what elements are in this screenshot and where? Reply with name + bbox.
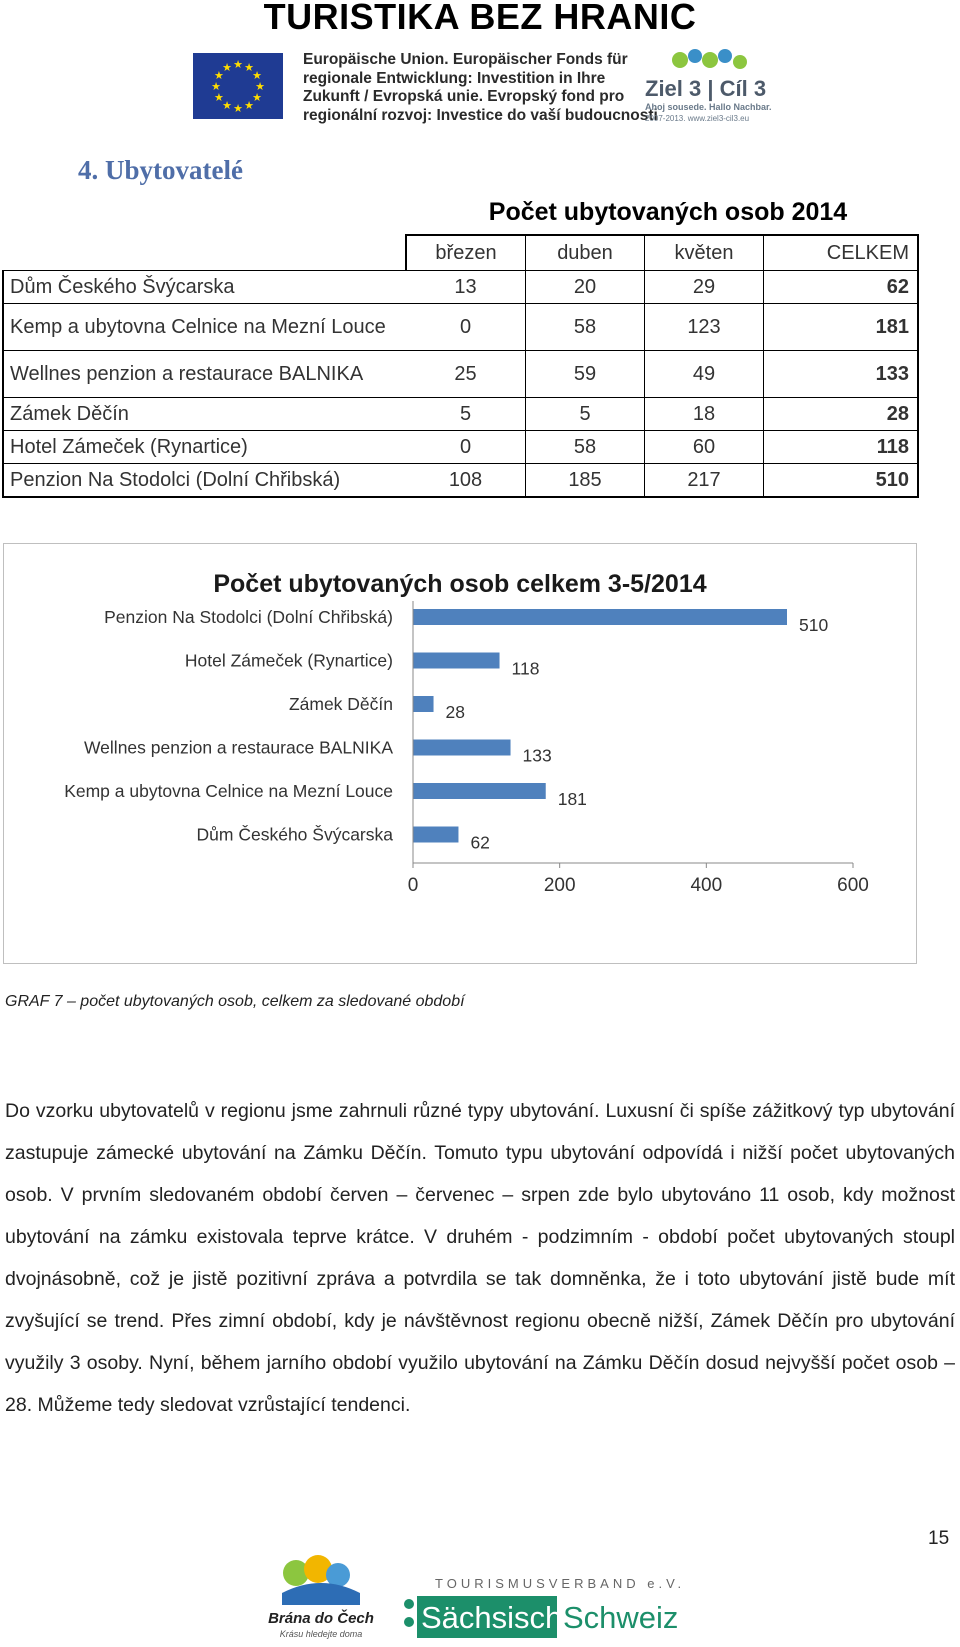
brana-do-cech-logo <box>266 1553 376 1642</box>
row-name: Wellnes penzion a restaurace BALNIKA <box>3 351 406 398</box>
row-total: 510 <box>764 464 919 498</box>
row-value: 29 <box>645 271 764 304</box>
row-total: 62 <box>764 271 919 304</box>
data-label: 133 <box>522 745 552 766</box>
tv-top-text: TOURISMUSVERBAND e.V. <box>435 1576 686 1591</box>
eu-star: ★ <box>222 100 232 113</box>
column-header: květen <box>645 235 764 271</box>
x-tick-label: 200 <box>543 875 576 896</box>
page-number: 15 <box>928 1528 950 1549</box>
bar <box>413 740 511 756</box>
row-value: 5 <box>406 398 526 431</box>
document-title: TURISTIKA BEZ HRANIC <box>263 0 697 37</box>
table-row <box>3 464 918 498</box>
row-value: 20 <box>526 271 645 304</box>
brana-slogan: Krásu hledejte doma <box>279 1629 363 1639</box>
row-value: 58 <box>526 304 645 351</box>
row-name: Penzion Na Stodolci (Dolní Chřibská) <box>3 464 406 498</box>
bar-chart <box>3 543 917 964</box>
column-header: duben <box>526 235 645 271</box>
bar <box>413 653 500 669</box>
row-total: 133 <box>764 351 919 398</box>
eu-text-line: Zukunft / Evropská unie. Evropský fond pro <box>303 88 625 105</box>
eu-star: ★ <box>233 103 243 115</box>
row-value: 123 <box>645 304 764 351</box>
row-value: 60 <box>645 431 764 464</box>
bar <box>413 609 787 625</box>
row-name: Kemp a ubytovna Celnice na Mezní Louce <box>3 304 406 351</box>
row-value: 217 <box>645 464 764 498</box>
table-header-empty <box>3 235 406 271</box>
row-value: 108 <box>406 464 526 498</box>
eu-star: ★ <box>211 81 221 93</box>
data-label: 28 <box>445 702 466 722</box>
data-label: 510 <box>799 615 829 635</box>
x-tick-label: 400 <box>690 875 723 896</box>
row-name: Dům Českého Švýcarska <box>3 271 406 304</box>
row-name: Zámek Děčín <box>3 398 406 431</box>
bar <box>413 783 546 799</box>
column-header: březen <box>406 235 526 271</box>
table-row <box>3 271 918 304</box>
eu-star: ★ <box>214 70 224 82</box>
eu-star: ★ <box>255 81 265 93</box>
eu-star: ★ <box>244 100 254 113</box>
ziel-slogan: Ahoj sousede. Hallo Nachbar. <box>645 102 772 112</box>
eu-star: ★ <box>252 92 262 104</box>
data-label: 181 <box>557 789 587 809</box>
eu-funding-text <box>303 51 658 125</box>
body-paragraph: Do vzorku ubytovatelů v regionu jsme zahrnuli různé typy ubytování. Luxusní či spíše zážitkový typ ubytování zastupuje zámecké ubytování na Zámku Děčín. Tomuto typu ubytování odpovídá i nižší počet ubytovaných osob. V prvním sledovaném období červen – červenec – srpen zde bylo ubytováno 11 osob, kdy možnost ubytování na zámku existovala teprve krátce. V druhém - podzimním - období počet ubytovaných stoupl dvojnásobně, což je jistě pozitivní zpráva a potvrdila se tak domněnka, že i toto ubytování jistě bude mít zvyšující se trend. Přes zimní období, kdy je návštěvnost regionu obecně nižší, Zámek Děčín pro ubytování využily 3 osoby. Nyní, během jarního období využilo ubytování na Zámku Děčín dosud nejvyšší počet osob – 28. Můžeme tedy sledovat vzrůstající tendenci. <box>5 1100 955 1416</box>
eu-text-line: Europäische Union. Europäischer Fonds für <box>303 51 628 68</box>
row-value: 185 <box>526 464 645 498</box>
eu-text-line: regionální rozvoj: Investice do vaší budoucnosti <box>303 106 658 124</box>
row-name: Hotel Zámeček (Rynartice) <box>3 431 406 464</box>
tv-name-1: Sächsische <box>421 1600 580 1635</box>
category-label: Zámek Děčín <box>288 694 393 714</box>
ziel3-logo <box>645 48 775 128</box>
chart-caption: GRAF 7 – počet ubytovaných osob, celkem za sledované období <box>5 993 465 1010</box>
table-row <box>3 351 918 398</box>
saechsische-schweiz-logo <box>403 1574 693 1642</box>
tv-name-2: Schweiz <box>563 1600 679 1635</box>
bar <box>413 696 434 712</box>
eu-star: ★ <box>244 61 254 74</box>
ziel-web: 2007-2013. www.ziel3-cil3.eu <box>645 114 750 123</box>
row-total: 118 <box>764 431 919 464</box>
category-label: Penzion Na Stodolci (Dolní Chřibská) <box>104 607 393 627</box>
row-value: 18 <box>645 398 764 431</box>
table-row <box>3 398 918 431</box>
eu-star: ★ <box>222 61 232 74</box>
x-tick-label: 600 <box>837 875 869 896</box>
row-value: 0 <box>406 304 526 351</box>
row-value: 0 <box>406 431 526 464</box>
eu-text-line: regionale Entwicklung: Investition in Ihre <box>303 69 606 87</box>
category-label: Hotel Zámeček (Rynartice) <box>184 650 393 671</box>
data-label: 118 <box>511 658 540 679</box>
eu-star: ★ <box>214 92 224 104</box>
table-row <box>3 304 918 351</box>
row-value: 5 <box>526 398 645 431</box>
row-total: 181 <box>764 304 919 351</box>
chart-title: Počet ubytovaných osob celkem 3-5/2014 <box>213 570 707 598</box>
row-value: 58 <box>526 431 645 464</box>
table-title: Počet ubytovaných osob 2014 <box>488 198 848 226</box>
row-total: 28 <box>764 398 919 431</box>
row-value: 59 <box>526 351 645 398</box>
data-label: 62 <box>470 832 490 853</box>
category-label: Dům Českého Švýcarska <box>196 824 393 845</box>
eu-star: ★ <box>233 59 243 71</box>
category-label: Wellnes penzion a restaurace BALNIKA <box>83 737 393 758</box>
row-value: 49 <box>645 351 764 398</box>
table-header-row <box>3 235 918 271</box>
section-heading: 4. Ubytovatelé <box>78 155 243 185</box>
eu-flag-logo <box>193 53 283 119</box>
ziel-title: Ziel 3 | Cíl 3 <box>645 76 767 101</box>
brana-name: Brána do Čech <box>268 1610 374 1627</box>
table-row <box>3 431 918 464</box>
category-label: Kemp a ubytovna Celnice na Mezní Louce <box>64 781 393 801</box>
row-value: 25 <box>406 351 526 398</box>
row-value: 13 <box>406 271 526 304</box>
bar <box>413 827 458 843</box>
column-header-total: CELKEM <box>764 235 919 271</box>
eu-star: ★ <box>252 70 262 82</box>
accommodation-table <box>2 234 919 498</box>
x-tick-label: 0 <box>407 875 419 896</box>
